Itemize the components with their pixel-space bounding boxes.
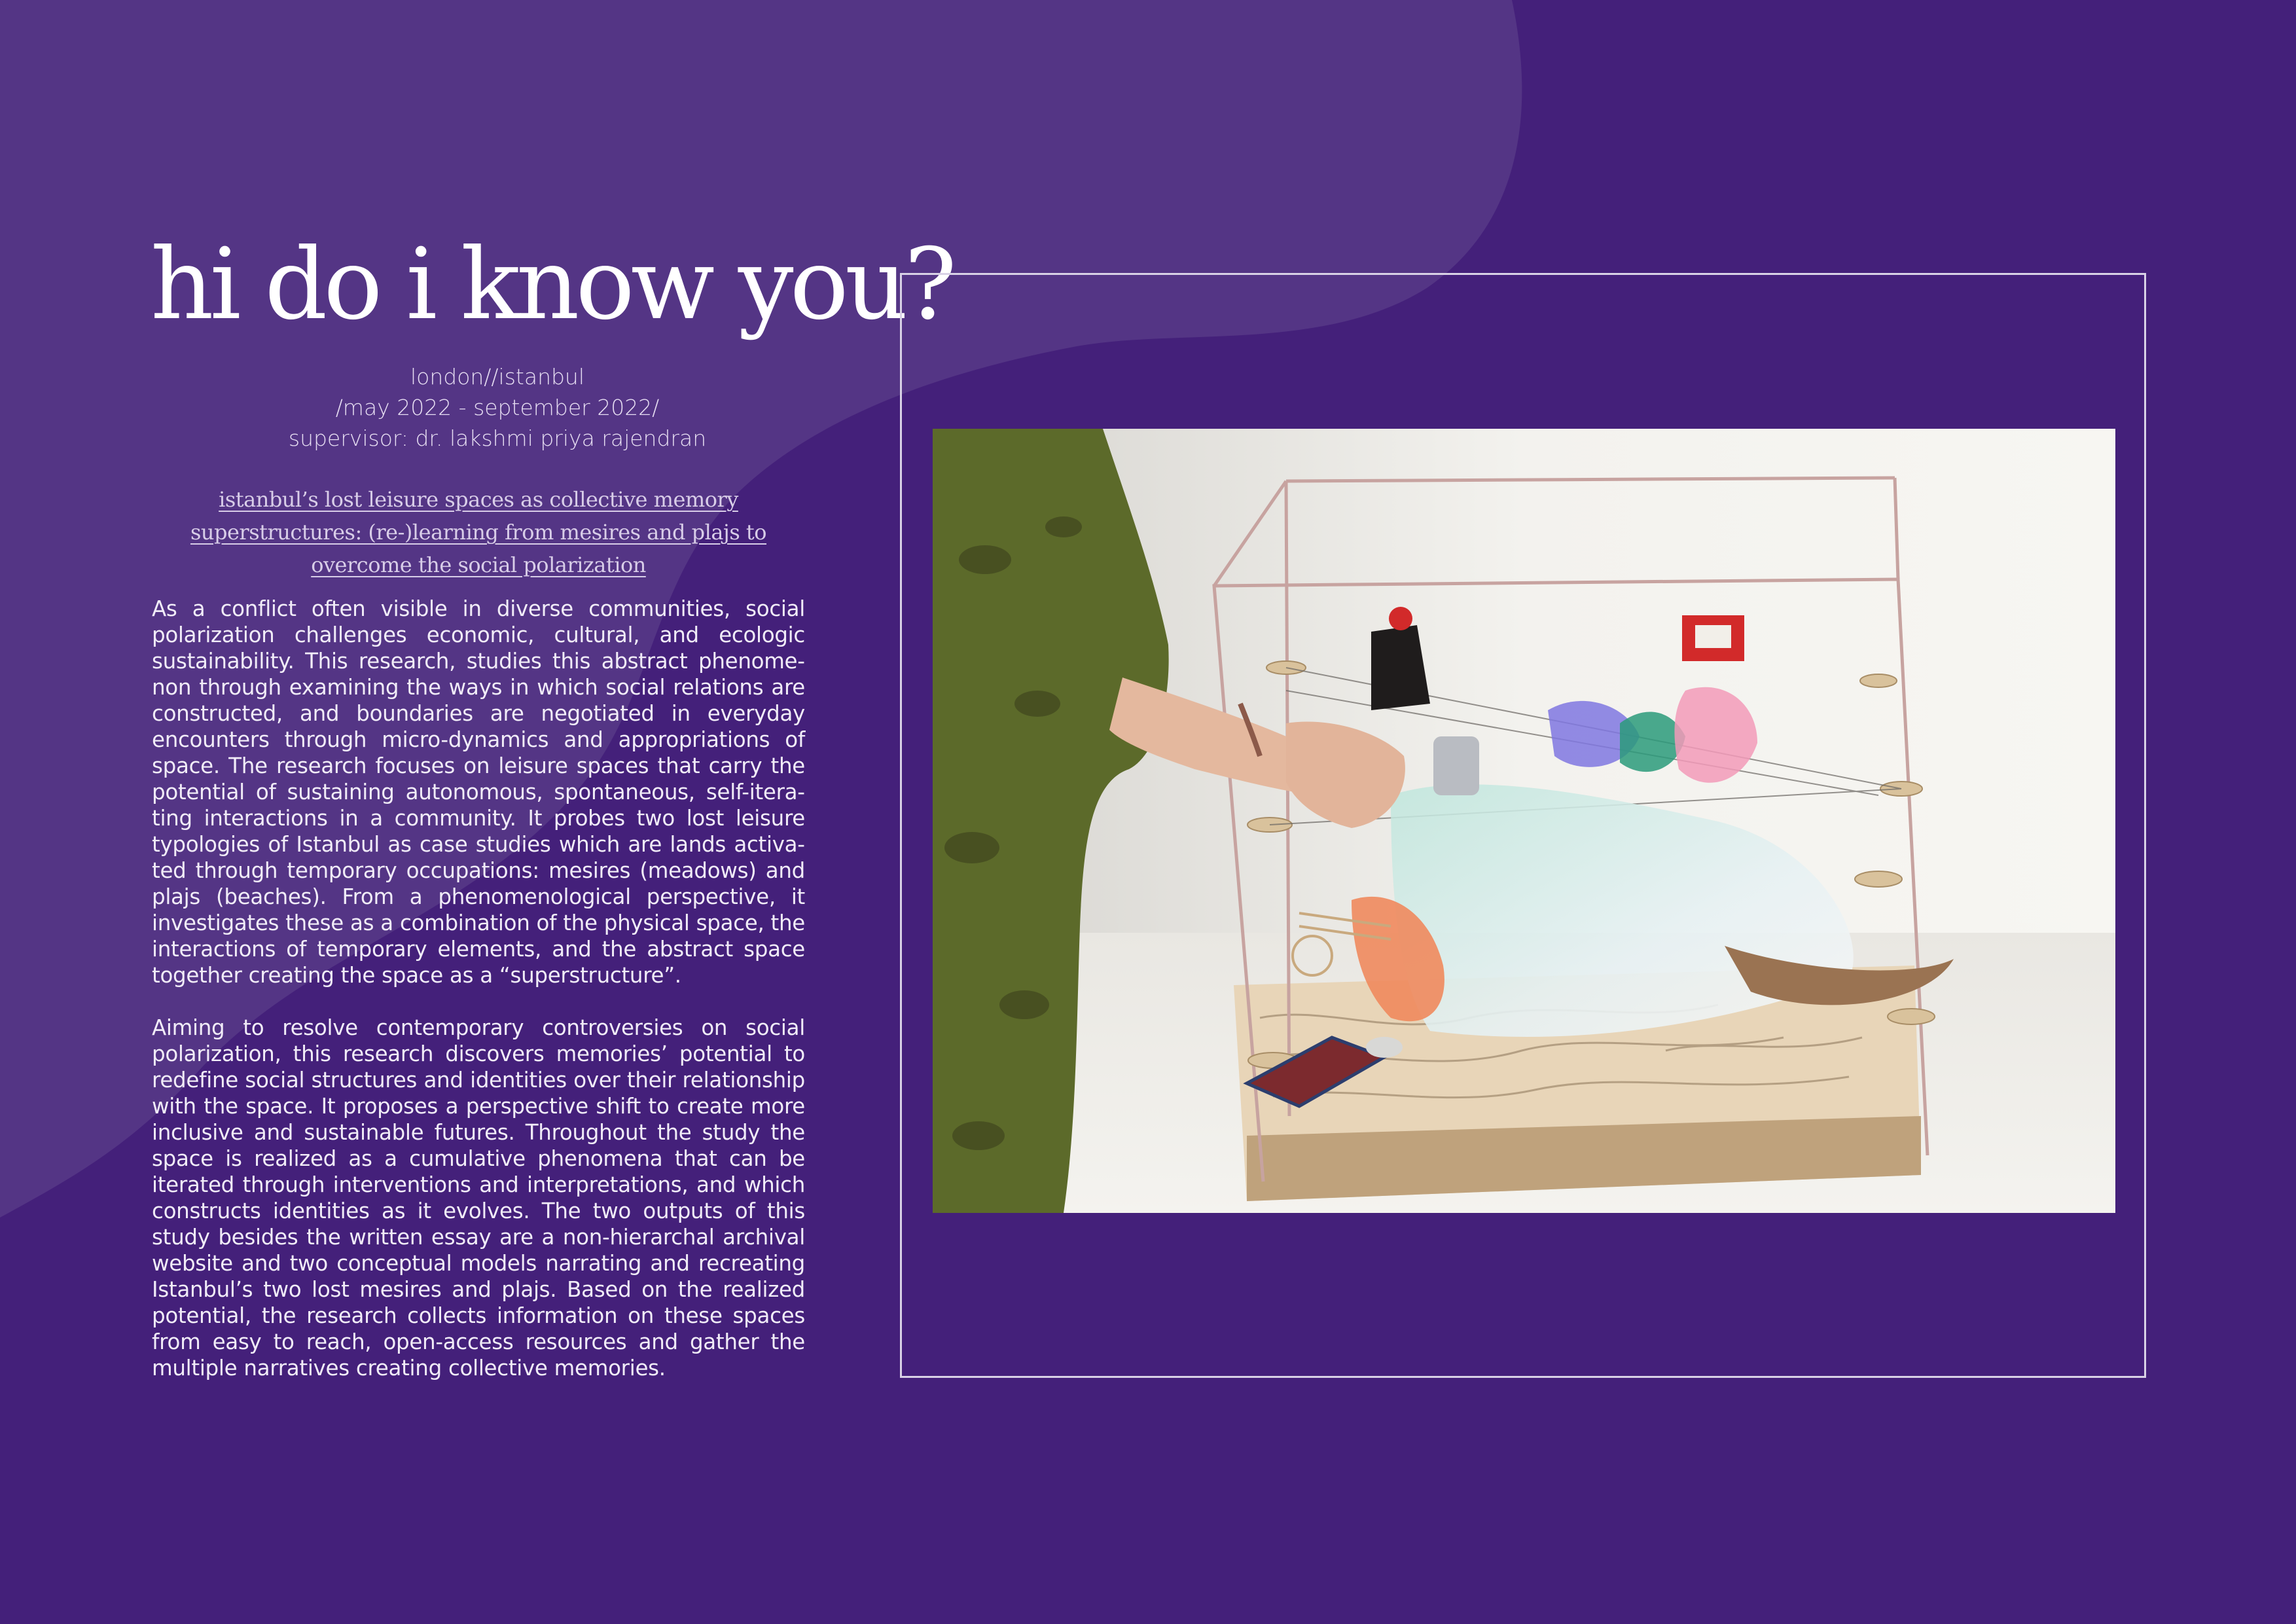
body-paragraph-2: Aiming to resolve contemporary controversies on social polarization, this research discovers memories’ potential to redefine social structures and identities over their relationship with the space. It proposes a perspective shift to create more inclusive and sustainable futures. Throughout the study the space is realized as a cumulative phenomena that can be iterated through interventions and interpretations, and which constructs identities as it evolves. The two outputs of this study besides the written essay are a non-hierarchal archival website and two conceptual models narrating and recreating Istanbul’s two lost mesires and plajs. Based on the realized potential, the research collects information on these spaces from easy to reach, open-access resources and gather the multiple narratives creating collective memories. [152,1015,805,1380]
date-range: /may 2022 - september 2022/ [335,395,660,420]
location-text: london//istanbul [410,364,585,389]
project-subtitle: istanbul’s lost leisure spaces as collective memory superstructures: (re-)learning from mesires and plajs to overcome the social polarization [190,487,767,577]
project-meta [151,361,844,454]
page-title: hi do i know you? [151,228,953,342]
body-paragraph-1: As a conflict often visible in diverse communities, social polarization challenges economic, cultural, and ecologic sustainability. This research, studies this abstract phenomenon through examining the ways in which social relations are constructed, and boundaries are negotiated in everyday encounters through micro-dynamics and appropriations of space. The research focuses on leisure spaces that carry the potential of sustaining autonomous, spontaneous, self-iterating interactions in a community. It probes two lost leisure typologies of Istanbul as case studies which are lands activated through temporary occupations: mesires (meadows) and plajs (beaches). From a phenomenological perspective, it investigates these as a combination of the physical space, the interactions of temporary elements, and the abstract space together creating the space as a “superstructure”. [152,596,805,988]
model-photo [933,429,2115,1213]
supervisor-text: supervisor: dr. lakshmi priya rajendran [288,425,707,451]
